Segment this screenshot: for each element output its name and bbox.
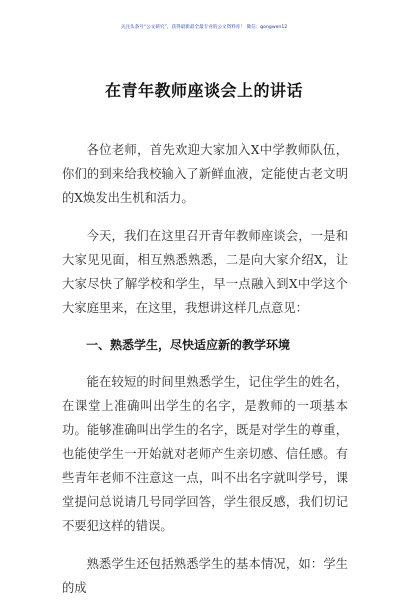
header-promo-note: 关注头条号“公文研究”，获得最新最全最专业的公文资料库！ 微信：gongwen12: [120, 25, 288, 30]
document-body: [62, 138, 348, 614]
paragraph-purpose: 今天，我们在这里召开青年教师座谈会，一是和大家见见面，相互熟悉熟悉，二是向大家介绍X，让大家尽快了解学校和学生，早一点融入到X中学这个大家庭里来，在这里，我想讲这样几点意见：: [62, 229, 348, 315]
document-title: 在青年教师座谈会上的讲话: [104, 81, 303, 100]
paragraph-know-basics: 熟悉学生还包括熟悉学生的基本情况，如：学生的成: [62, 557, 348, 595]
paragraph-know-names: 能在较短的时间里熟悉学生，记住学生的姓名，在课堂上准确叫出学生的名字，是教师的一项基本功。能够准确叫出学生的名字，既是对学生的尊重，也能使学生一开始就对老师产生亲切感、信任感。有些青年老师不注意这一点，叫不出名字就叫学号，课堂提问总说请几号同学回答，学生很反感，我们切记不要犯这样的错误。: [62, 375, 348, 533]
paragraph-welcome: 各位老师，首先欢迎大家加入X中学教师队伍，你们的到来给我校输入了新鲜血液，定能使古老文明的X焕发出生机和活力。: [62, 143, 348, 205]
section-heading-1: 一、熟悉学生，尽快适应新的教学环境: [86, 338, 291, 352]
